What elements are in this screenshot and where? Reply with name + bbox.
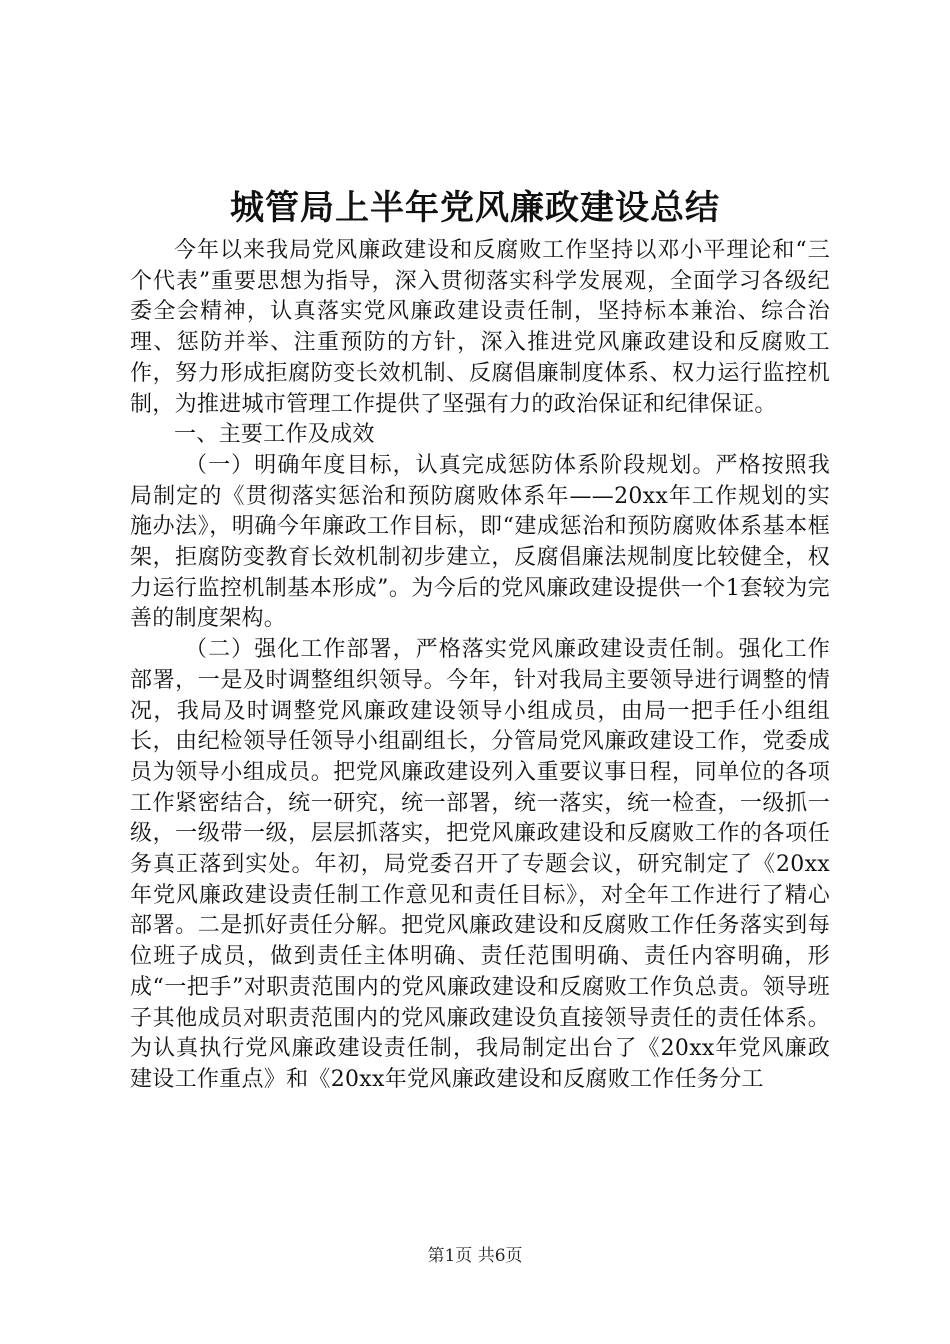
subsection-paragraph-1: （一）明确年度目标，认真完成惩防体系阶段规划。严格按照我局制定的《贯彻落实惩治和预防腐败体系年——20xx年工作规划的实施办法》，明确今年廉政工作目标，即“建成惩治和预防腐败体系基本框架，拒腐防变教育长效机制初步建立，反腐倡廉法规制度比较健全，权力运行监控机制基本形成”。为今后的党风廉政建设提供一个1套较为完善的制度架构。: [130, 452, 830, 632]
subsection-paragraph-2: （二）强化工作部署，严格落实党风廉政建设责任制。强化工作部署，一是及时调整组织领导。今年，针对我局主要领导进行调整的情况，我局及时调整党风廉政建设领导小组成员，由局一把手任小组组长，由纪检领导任领导小组副组长，分管局党风廉政建设工作，党委成员为领导小组成员。把党风廉政建设列入重要议事日程，同单位的各项工作紧密结合，统一研究，统一部署，统一落实，统一检查，一级抓一级，一级带一级，层层抓落实，把党风廉政建设和反腐败工作的各项任务真正落到实处。年初，局党委召开了专题会议，研究制定了《20xx年党风廉政建设责任制工作意见和责任目标》，对全年工作进行了精心部署。二是抓好责任分解。把党风廉政建设和反腐败工作任务落实到每位班子成员，做到责任主体明确、责任范围明确、责任内容明确，形成“一把手”对职责范围内的党风廉政建设和反腐败工作负总责。领导班子其他成员对职责范围内的党风廉政建设负直接领导责任的责任体系。为认真执行党风廉政建设责任制，我局制定出台了《20xx年党风廉政建设工作重点》和《20xx年党风廉政建设和反腐败工作任务分工: [130, 637, 830, 1092]
intro-paragraph: 今年以来我局党风廉政建设和反腐败工作坚持以邓小平理论和“三个代表”重要思想为指导，深入贯彻落实科学发展观，全面学习各级纪委全会精神，认真落实党风廉政建设责任制，坚持标本兼治、综合治理、惩防并举、注重预防的方针，深入推进党风廉政建设和反腐败工作，努力形成拒腐防变长效机制、反腐倡廉制度体系、权力运行监控机制，为推进城市管理工作提供了坚强有力的政治保证和纪律保证。: [130, 238, 830, 417]
section-heading: 一、主要工作及成效: [174, 422, 375, 448]
document-title: 城管局上半年党风廉政建设总结: [230, 188, 720, 228]
document-body: [130, 236, 830, 1096]
page-number: 第1页 共6页: [427, 1246, 523, 1266]
